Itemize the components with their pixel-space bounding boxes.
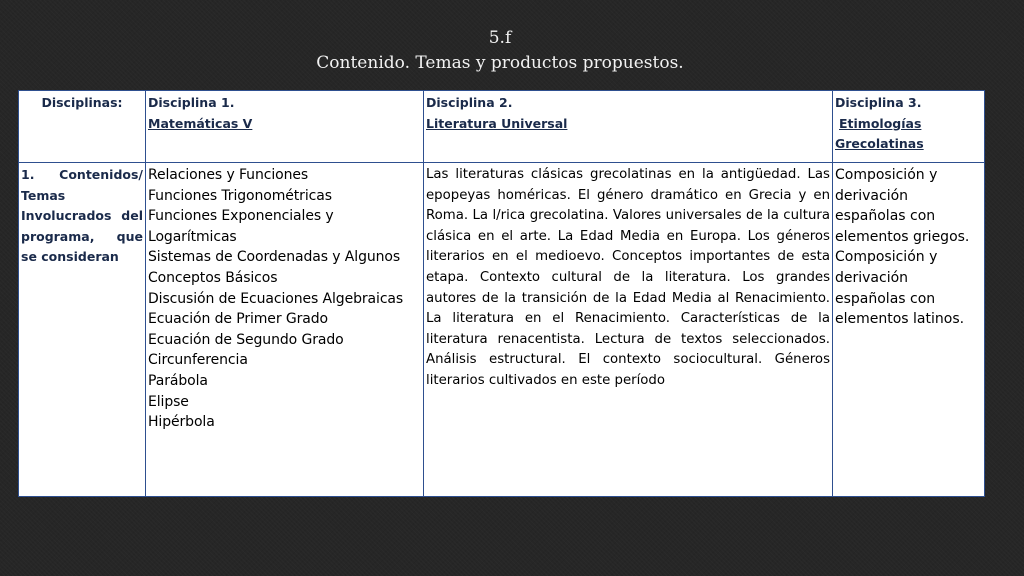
math-topic: Elipse <box>148 393 189 410</box>
content-table <box>18 90 985 497</box>
row-label-cell <box>19 163 146 497</box>
table-header-row <box>19 91 985 163</box>
math-topic: Funciones Exponenciales y Logarítmicas <box>148 208 334 245</box>
literature-cell <box>424 163 833 497</box>
slide-title-text: Contenido. Temas y productos propuestos. <box>316 53 684 73</box>
discipline-3-subject-line2: Grecolatinas <box>835 136 924 152</box>
discipline-2-subject: Literatura Universal <box>426 115 568 131</box>
math-topic: Parábola <box>148 372 208 389</box>
math-topic: Discusión de Ecuaciones Algebraicas <box>148 290 404 307</box>
math-topic: Hipérbola <box>148 414 215 431</box>
discipline-2-header <box>424 91 833 163</box>
math-topic: Relaciones y Funciones <box>148 167 309 183</box>
header-label-cell <box>19 91 146 163</box>
discipline-1-title: Disciplina 1. <box>148 95 235 110</box>
etymology-cell <box>833 163 985 497</box>
math-topic: Ecuación de Segundo Grado <box>148 331 344 348</box>
literature-content: Las literaturas clásicas grecolatinas en la antigüedad. Las epopeyas homéricas. El género dramático en Grecia y en Roma. La l/rica grecolatina. Valores universales de la cultura clásica en el arte. La Edad Media en Europa. Los géneros literarios en el medioevo. Conceptos importantes de esta etapa. Contexto cultural de la literatura. Los grandes autores de la transición de la Edad Media al Renacimiento. La literatura en el Renacimiento. Características de la literatura renacentista. Lectura de textos seleccionados. Análisis estructural. El contexto sociocultural. Géneros literarios cultivados en este período <box>426 167 830 388</box>
slide-title <box>0 26 1000 76</box>
math-topics-cell <box>146 163 424 497</box>
math-topic: Ecuación de Primer Grado <box>148 311 328 328</box>
math-topic: Funciones Trigonométricas <box>148 187 332 204</box>
discipline-1-subject: Matemáticas V <box>148 115 253 131</box>
discipline-1-header <box>146 91 424 163</box>
etymology-content: Composición y derivación españolas con elementos griegos. Composición y derivación españolas con elementos latinos. <box>835 167 970 328</box>
discipline-3-header <box>833 91 985 163</box>
math-topic: Sistemas de Coordenadas y Algunos Conceptos Básicos <box>148 249 401 286</box>
math-topic: Circunferencia <box>148 352 248 369</box>
table-row <box>19 163 985 497</box>
disciplines-label: Disciplinas: <box>41 95 123 110</box>
discipline-3-subject-line1: Etimologías <box>839 115 922 131</box>
discipline-2-title: Disciplina 2. <box>426 95 513 110</box>
discipline-3-title: Disciplina 3. <box>835 95 922 110</box>
row-label: 1. Contenidos/ Temas Involucrados del programa, que se consideran <box>21 167 143 265</box>
slide-title-number: 5.f <box>488 28 512 48</box>
